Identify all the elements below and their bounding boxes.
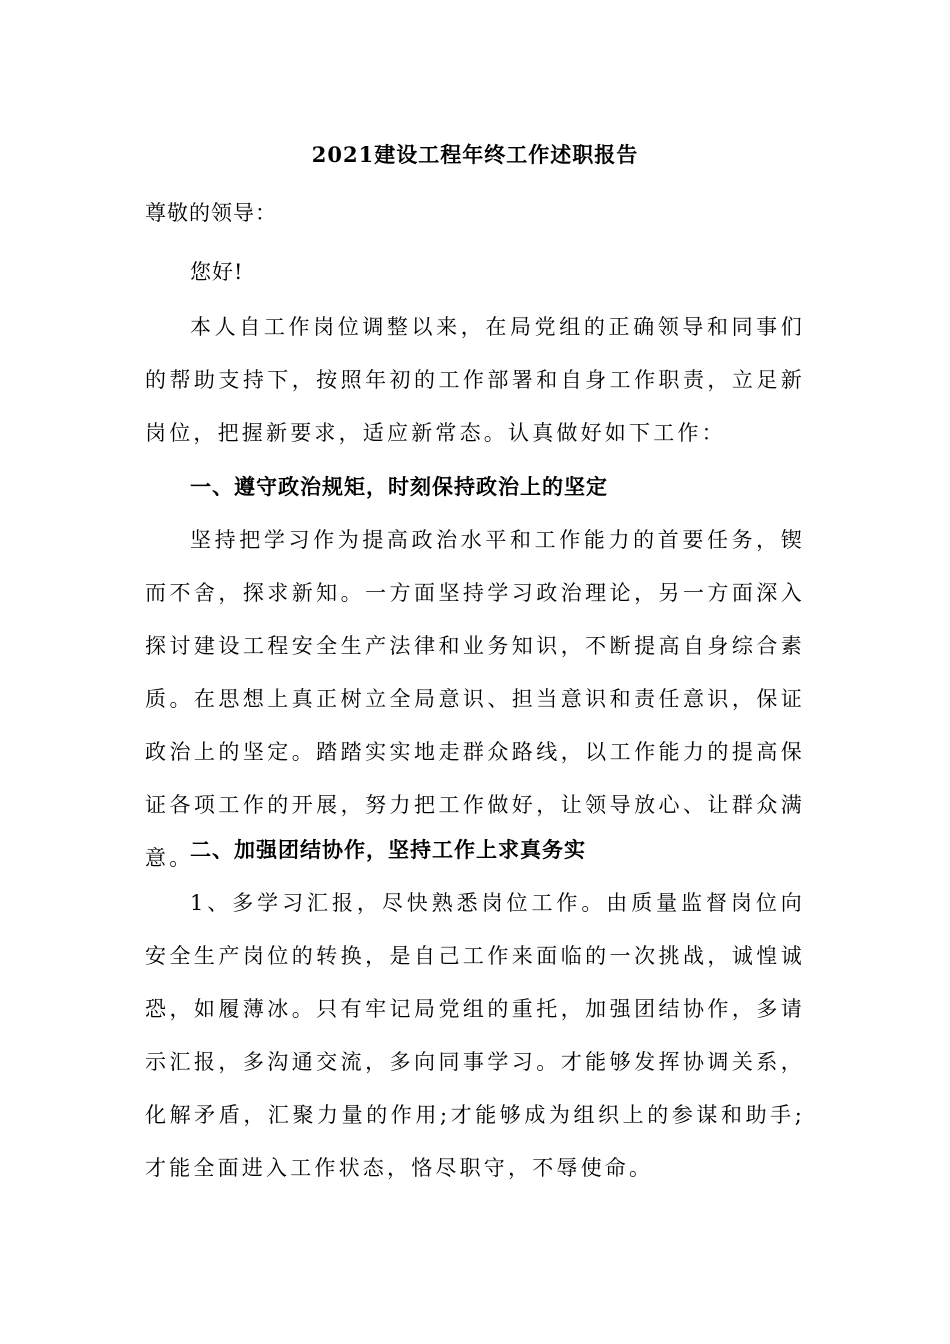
- section-one-paragraph: 坚持把学习作为提高政治水平和工作能力的首要任务，锲而不舍，探求新知。一方面坚持学习政治理论，另一方面深入探讨建设工程安全生产法律和业务知识，不断提高自身综合素质。在思想上真正树立全局意识、担当意识和责任意识，保证政治上的坚定。踏踏实实地走群众路线，以工作能力的提高保证各项工作的开展，努力把工作做好，让领导放心、让群众满意。: [145, 528, 805, 870]
- section-one-heading: 一、遵守政治规矩，时刻保持政治上的坚定: [190, 474, 608, 499]
- section-two-paragraph: 1、多学习汇报，尽快熟悉岗位工作。由质量监督岗位向安全生产岗位的转换，是自己工作来面临的一次挑战，诚惶诚恐，如履薄冰。只有牢记局党组的重托，加强团结协作，多请示汇报，多沟通交流，多向同事学习。才能够发挥协调关系，化解矛盾，汇聚力量的作用;才能够成为组织上的参谋和助手;才能全面进入工作状态，恪尽职守，不辱使命。: [145, 891, 805, 1180]
- salutation: 您好!: [190, 260, 244, 284]
- section-two-heading: 二、加强团结协作，坚持工作上求真务实: [190, 837, 586, 862]
- greeting: 尊敬的领导：: [145, 201, 277, 225]
- intro-paragraph: 本人自工作岗位调整以来，在局党组的正确领导和同事们的帮助支持下，按照年初的工作部署和自身工作职责，立足新岗位，把握新要求，适应新常态。认真做好如下工作：: [145, 315, 805, 445]
- document-title: 2021建设工程年终工作述职报告: [311, 142, 639, 167]
